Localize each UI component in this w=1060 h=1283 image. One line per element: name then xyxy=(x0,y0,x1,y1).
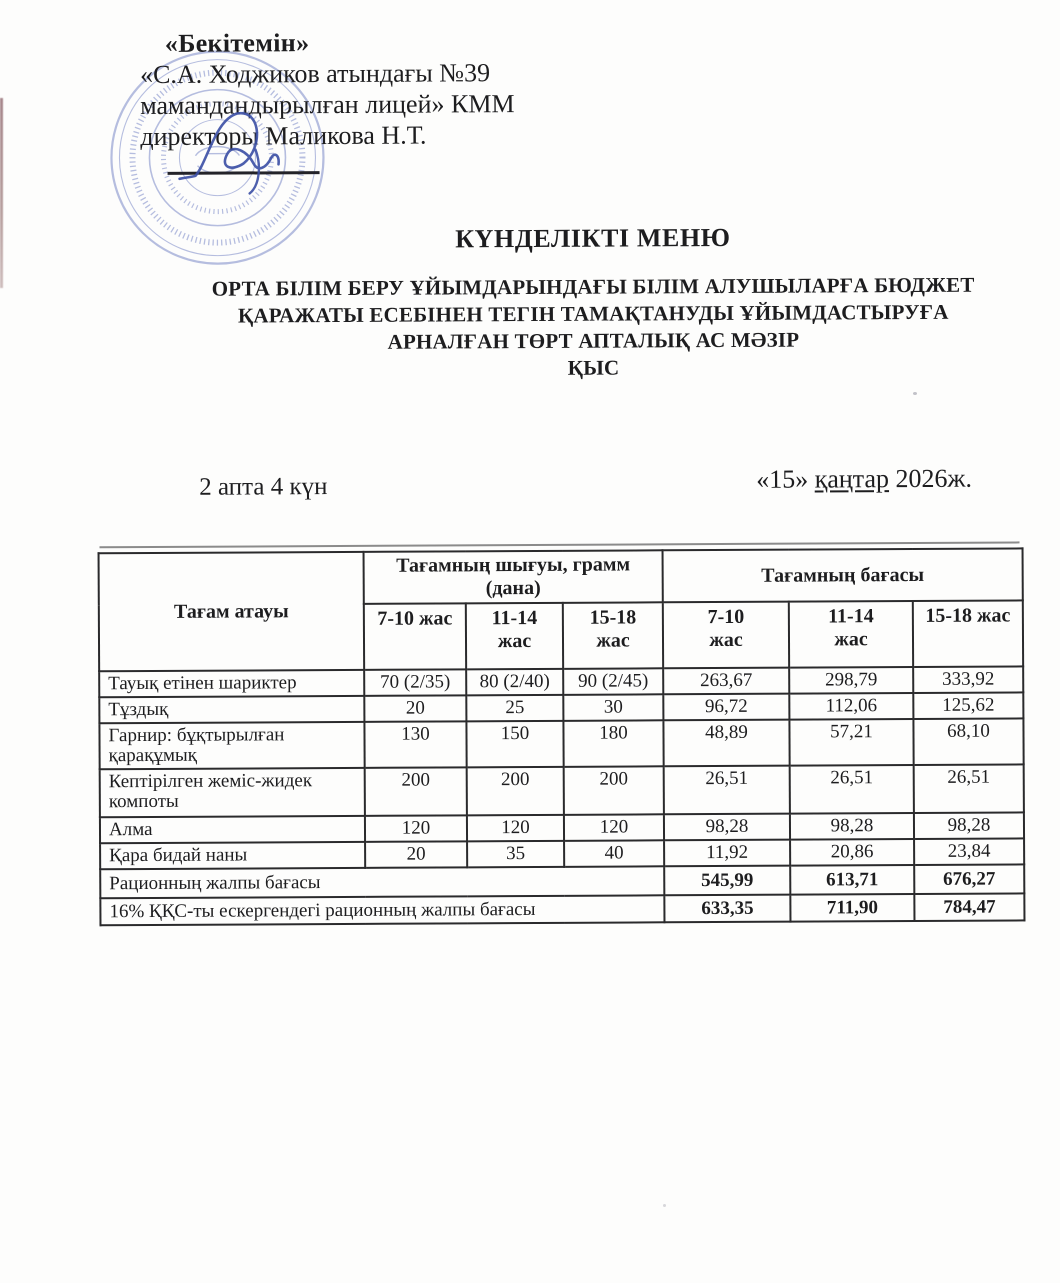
signature xyxy=(157,96,348,207)
grams-age-header-2: 11-14 жас xyxy=(466,603,563,670)
grams-value-cell: 40 xyxy=(564,840,664,867)
total-vat-price-cell: 711,90 xyxy=(790,894,914,922)
approval-word: «Бекітемін» xyxy=(165,26,514,59)
grams-age-header-1: 7-10 жас xyxy=(364,603,466,670)
price-value-cell: 20,86 xyxy=(790,839,914,866)
grams-value-cell: 180 xyxy=(563,720,663,767)
price-value-cell: 98,28 xyxy=(664,814,790,841)
date-year: 2026ж. xyxy=(895,464,972,493)
signature-stroke xyxy=(179,113,278,179)
table-row xyxy=(100,764,1024,817)
dish-name-cell: Қара бидай наны xyxy=(100,842,365,869)
price-value-cell: 333,92 xyxy=(913,666,1023,693)
price-value-cell: 112,06 xyxy=(789,693,913,720)
dish-name-cell: Алма xyxy=(100,816,365,843)
table-header-group-row xyxy=(99,548,1023,605)
grams-value-cell: 20 xyxy=(364,695,466,722)
total-label-cell: Рационның жалпы бағасы xyxy=(100,866,664,898)
price-value-cell: 298,79 xyxy=(789,667,913,694)
date-day: «15» xyxy=(756,465,808,494)
price-value-cell: 57,21 xyxy=(789,719,913,766)
scan-speck xyxy=(913,392,917,395)
table-row xyxy=(99,718,1023,769)
date-month: қаңтар xyxy=(815,464,889,493)
total-with-vat-row xyxy=(100,893,1024,925)
subtitle-line-3: АРНАЛҒАН ТӨРТ АПТАЛЫҚ АС МӘЗІР xyxy=(128,325,1058,357)
price-age-header-2: 11-14 жас xyxy=(789,601,913,668)
price-value-cell: 26,51 xyxy=(664,766,790,815)
price-group-header: Тағамның бағасы xyxy=(663,548,1023,602)
subtitle-line-2: ҚАРАЖАТЫ ЕСЕБІНЕН ТЕГІН ТАМАҚТАНУДЫ ҰЙЫМДАСТЫРУҒА xyxy=(128,298,1058,330)
price-value-cell: 96,72 xyxy=(663,694,789,721)
total-vat-price-cell: 633,35 xyxy=(664,895,790,923)
price-age-header-3: 15-18 жас xyxy=(913,600,1023,667)
grams-value-cell: 25 xyxy=(466,695,563,722)
price-value-cell: 26,51 xyxy=(790,765,914,814)
grams-value-cell: 200 xyxy=(365,767,467,816)
grams-value-cell: 120 xyxy=(564,814,664,841)
grams-value-cell: 150 xyxy=(466,721,563,768)
price-value-cell: 23,84 xyxy=(914,838,1024,865)
dish-name-cell: Гарнир: бұқтырылған қарақұмық xyxy=(99,722,364,769)
grams-value-cell: 30 xyxy=(563,694,663,721)
grams-value-cell: 130 xyxy=(364,721,466,768)
total-price-cell: 676,27 xyxy=(914,864,1024,894)
grams-value-cell: 35 xyxy=(467,841,564,868)
price-value-cell: 26,51 xyxy=(914,764,1024,813)
dish-column-header: Тағам атауы xyxy=(99,552,365,671)
price-value-cell: 125,62 xyxy=(913,692,1023,719)
scan-double-border-line xyxy=(100,541,1020,547)
document-title: КҮНДЕЛІКТІ МЕНЮ xyxy=(128,221,1058,256)
price-value-cell: 68,10 xyxy=(913,718,1023,765)
subtitle-line-4: ҚЫС xyxy=(129,352,1059,384)
total-vat-label-cell: 16% ҚҚС-ты ескергендегі рационның жалпы бағасы xyxy=(100,895,664,925)
grams-value-cell: 120 xyxy=(365,815,467,842)
director-line: директоры Маликова Н.Т. xyxy=(140,119,514,152)
price-value-cell: 11,92 xyxy=(664,840,790,867)
dish-name-cell: Тұздық xyxy=(99,696,364,723)
price-value-cell: 98,28 xyxy=(790,813,914,840)
price-value-cell: 263,67 xyxy=(663,668,789,695)
total-price-cell: 613,71 xyxy=(790,865,914,895)
school-name-line-1: «С.А. Ходжиков атындағы №39 xyxy=(140,57,514,90)
scan-edge-artifact xyxy=(0,98,3,288)
grams-value-cell: 120 xyxy=(467,815,564,842)
price-age-header-1: 7-10 жас xyxy=(663,602,789,669)
grams-value-cell: 20 xyxy=(365,841,467,868)
grams-value-cell: 80 (2/40) xyxy=(466,669,563,696)
date-label xyxy=(756,464,972,495)
dish-name-cell: Кептірілген жеміс-жидек компоты xyxy=(100,768,365,817)
scan-speck xyxy=(663,1204,666,1207)
subtitle-block xyxy=(128,271,1059,384)
subtitle-line-1: ОРТА БІЛІМ БЕРУ ҰЙЫМДАРЫНДАҒЫ БІЛІМ АЛУШЫЛАРҒА БЮДЖЕТ xyxy=(128,271,1058,303)
week-day-label: 2 апта 4 күн xyxy=(199,473,327,502)
price-value-cell: 98,28 xyxy=(914,812,1024,839)
total-vat-price-cell: 784,47 xyxy=(914,893,1024,921)
dish-name-cell: Тауық етінен шариктер xyxy=(99,670,364,697)
grams-group-header: Тағамның шығуы, грамм (дана) xyxy=(364,550,663,604)
meta-row xyxy=(0,461,1059,507)
price-value-cell: 48,89 xyxy=(663,720,789,767)
grams-value-cell: 200 xyxy=(467,767,564,816)
grams-age-header-3: 15-18 жас xyxy=(563,602,663,669)
grams-value-cell: 200 xyxy=(564,766,664,815)
total-price-cell: 545,99 xyxy=(664,866,790,896)
grams-value-cell: 70 (2/35) xyxy=(364,669,466,696)
grams-value-cell: 90 (2/45) xyxy=(563,668,663,695)
menu-table xyxy=(98,547,1026,926)
school-name-line-2: мамандандырылған лицей» КММ xyxy=(140,88,514,121)
